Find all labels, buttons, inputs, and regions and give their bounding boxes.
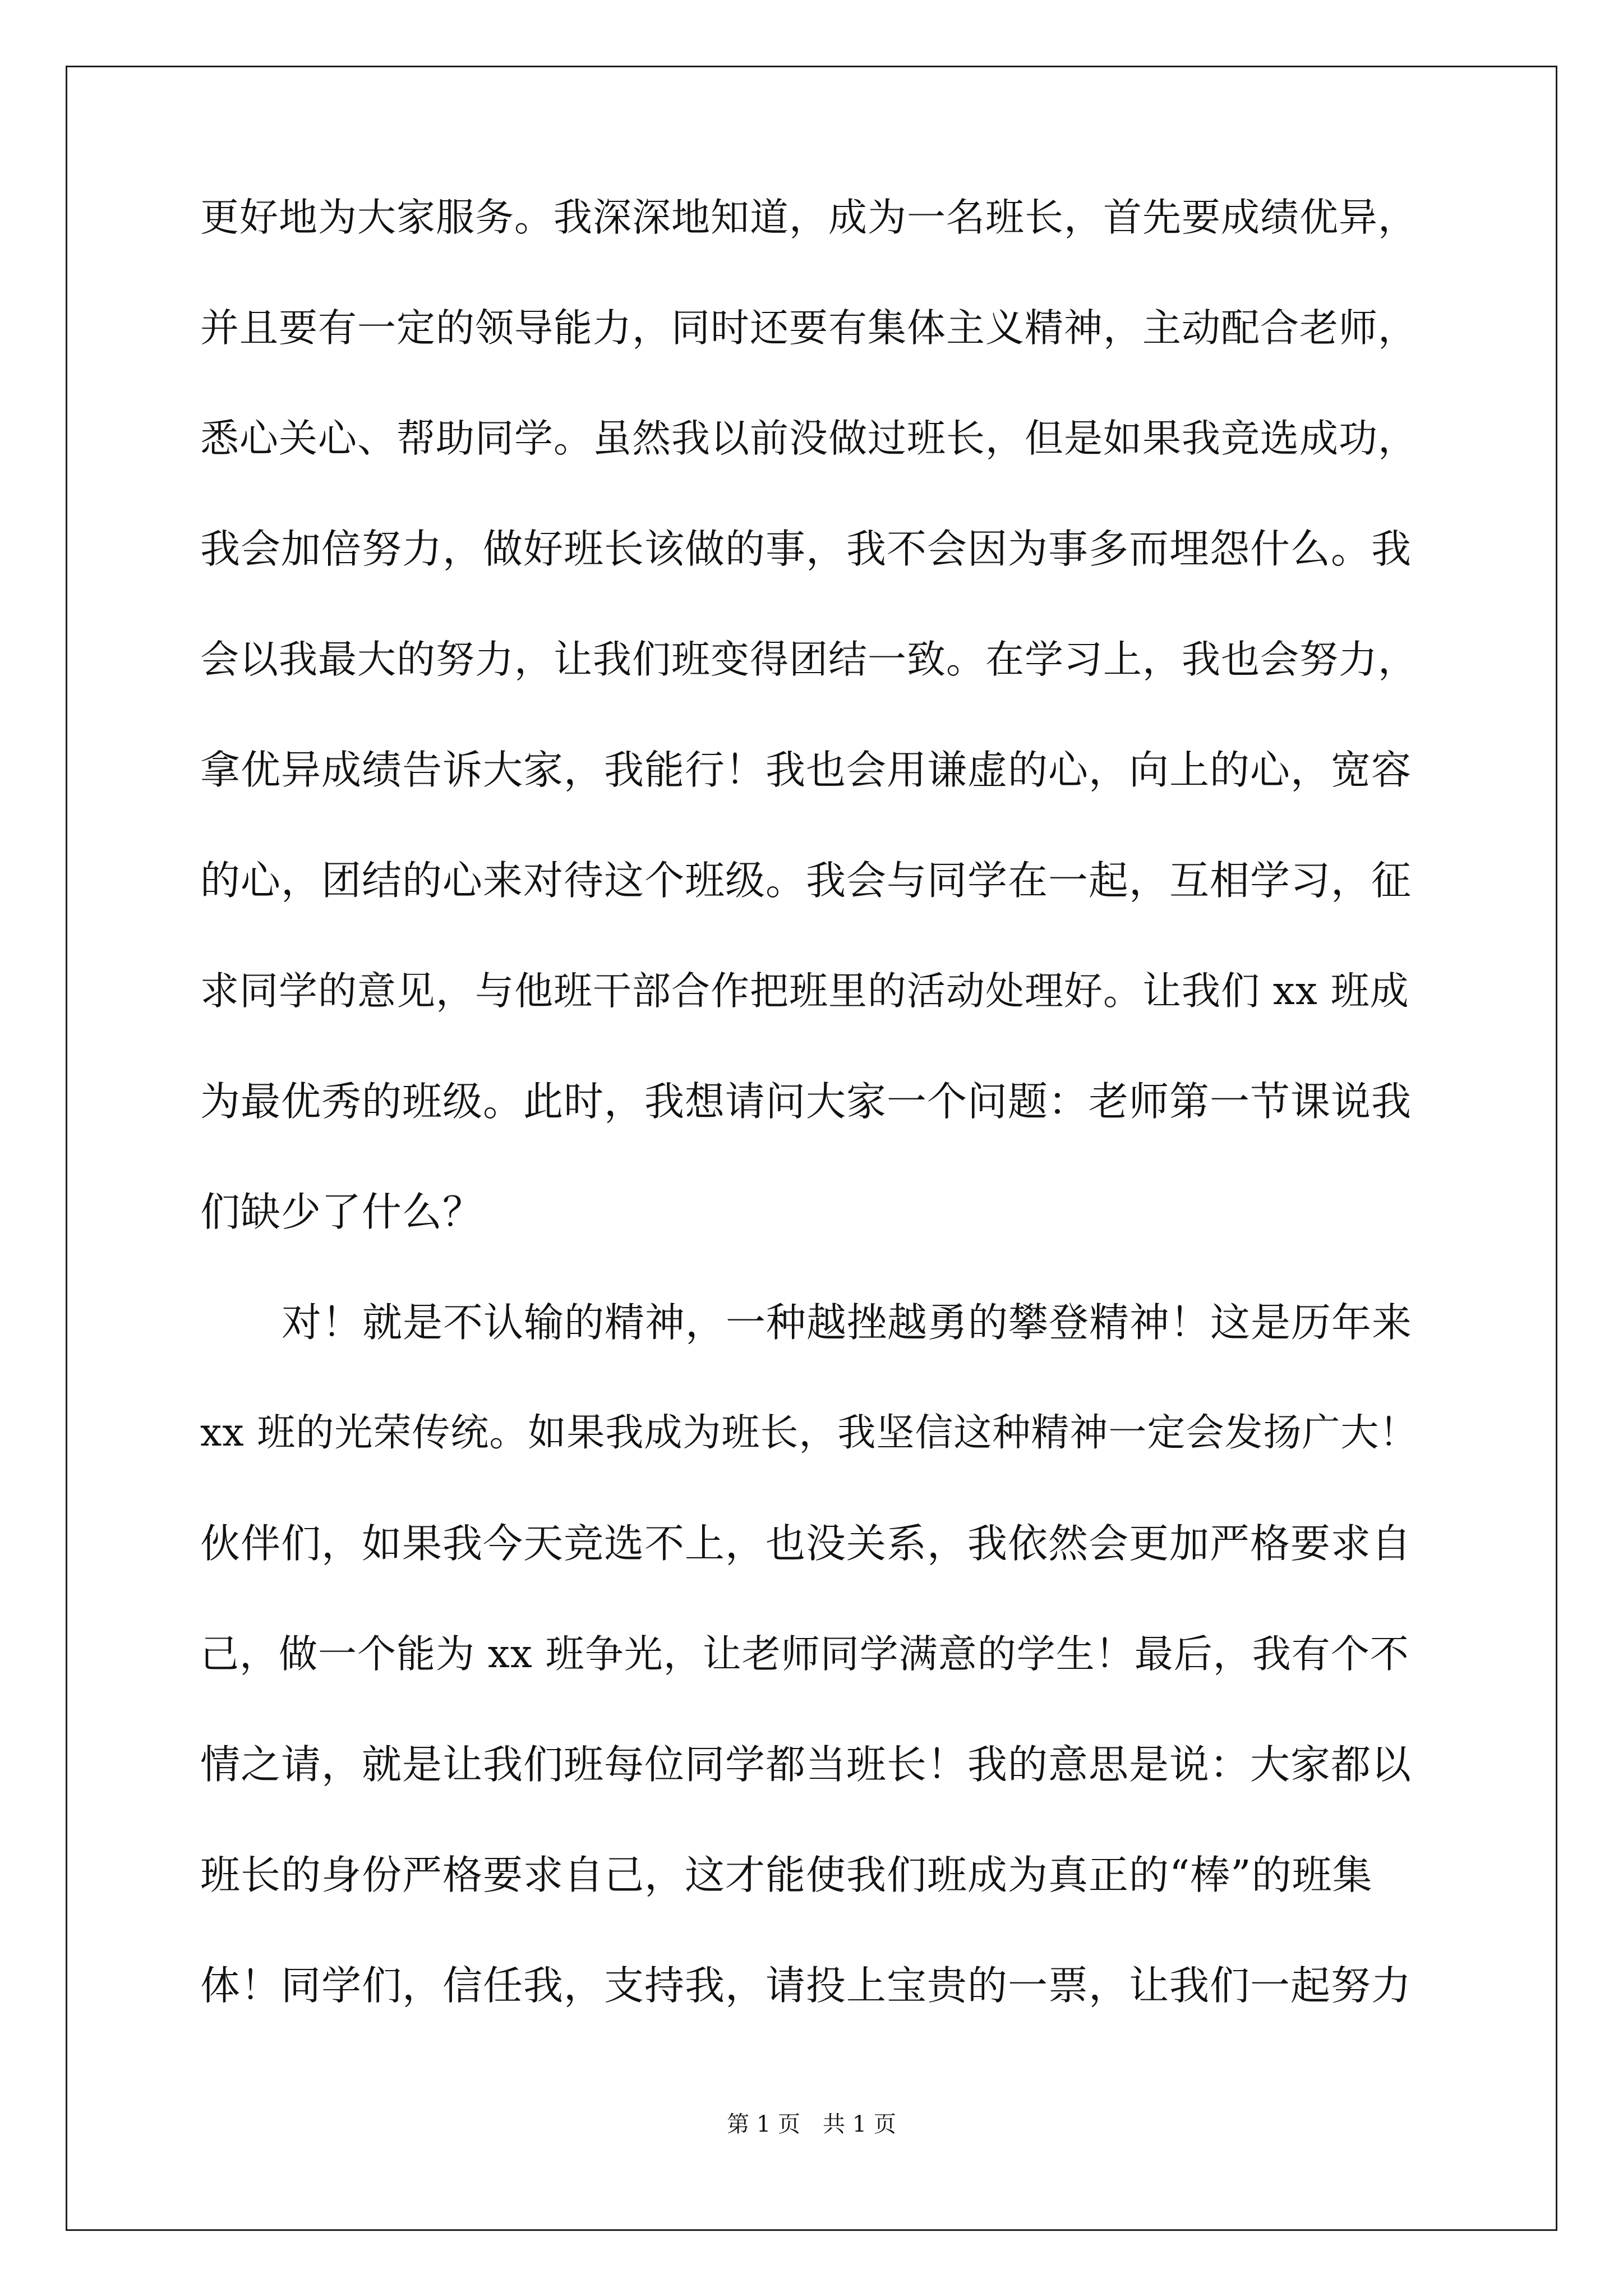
- text-line: 的心，团结的心来对待这个班级。我会与同学在一起，互相学习，征: [200, 857, 1412, 904]
- text-line: xx 班的光荣传统。如果我成为班长，我坚信这种精神一定会发扬广大！: [200, 1411, 1418, 1455]
- text-line: 体！同学们，信任我，支持我，请投上宝贵的一票，让我们一起努力: [200, 1962, 1412, 2009]
- text-line: 情之请，就是让我们班每位同学都当班长！我的意思是说：大家都以: [200, 1741, 1412, 1788]
- text-line: 我会加倍努力，做好班长该做的事，我不会因为事多而埋怨什么。我: [200, 526, 1412, 572]
- text-line: 伙伴们，如果我今天竞选不上，也没关系，我依然会更加严格要求自: [200, 1520, 1412, 1567]
- text-line: 己，做一个能为 xx 班争光，让老师同学满意的学生！最后，我有个不: [200, 1632, 1409, 1677]
- text-line: 拿优异成绩告诉大家，我能行！我也会用谦虚的心，向上的心，宽容: [200, 747, 1412, 793]
- text-line: 悉心关心、帮助同学。虽然我以前没做过班长，但是如果我竞选成功，: [200, 416, 1417, 461]
- text-line: 为最优秀的班级。此时，我想请问大家一个问题：老师第一节课说我: [200, 1078, 1412, 1125]
- page-border: [66, 66, 1557, 2231]
- text-line: 班长的身份严格要求自己，这才能使我们班成为真正的“棒”的班集: [200, 1852, 1373, 1898]
- text-line: 并且要有一定的领导能力，同时还要有集体主义精神，主动配合老师，: [200, 306, 1417, 351]
- text-line: 更好地为大家服务。我深深地知道，成为一名班长，首先要成绩优异，: [200, 195, 1417, 240]
- text-line: 们缺少了什么？: [200, 1189, 483, 1235]
- paragraph-first-line: 对！就是不认输的精神，一种越挫越勇的攀登精神！这是历年来: [282, 1299, 1413, 1346]
- text-line: 会以我最大的努力，让我们班变得团结一致。在学习上，我也会努力，: [200, 637, 1417, 682]
- text-line: 求同学的意见，与他班干部合作把班里的活动处理好。让我们 xx 班成: [200, 969, 1409, 1014]
- page-footer: 第 1 页 共 1 页: [727, 2111, 896, 2137]
